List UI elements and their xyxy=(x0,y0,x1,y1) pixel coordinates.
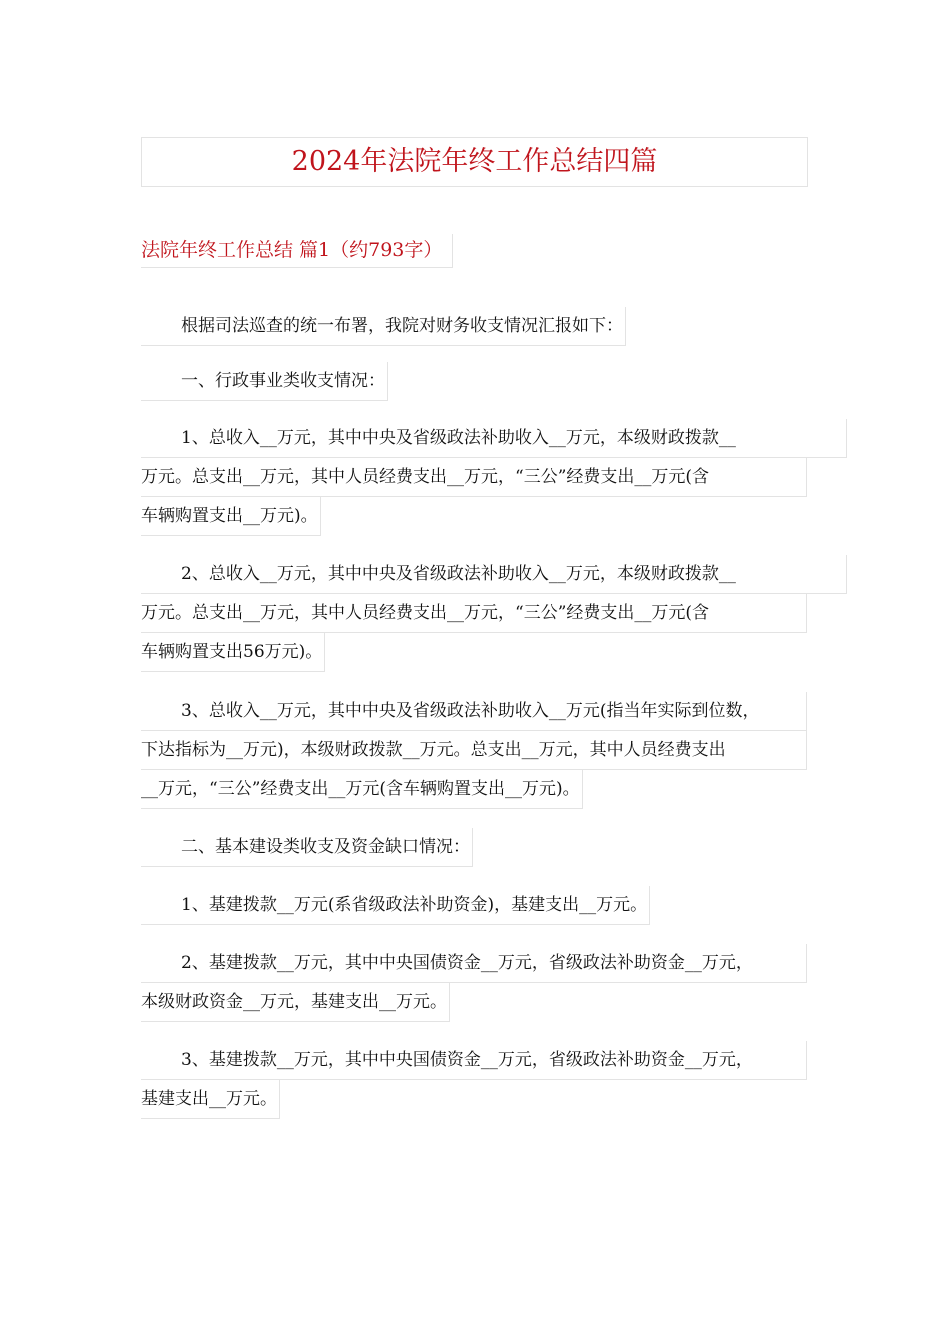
paragraph-line: 1、总收入__万元，其中中央及省级政法补助收入__万元，本级财政拨款__ xyxy=(141,419,847,458)
paragraph-line: 基建支出__万元。 xyxy=(141,1080,280,1119)
paragraph-line: 车辆购置支出56万元)。 xyxy=(141,633,325,672)
paragraph xyxy=(141,419,847,536)
paragraph-line: 3、总收入__万元，其中中央及省级政法补助收入__万元(指当年实际到位数， xyxy=(141,692,807,731)
paragraph-line: __万元，“三公”经费支出__万元(含车辆购置支出__万元)。 xyxy=(141,770,583,809)
paragraph-line: 一、行政事业类收支情况： xyxy=(141,362,388,401)
paragraph-line: 2、总收入__万元，其中中央及省级政法补助收入__万元，本级财政拨款__ xyxy=(141,555,847,594)
paragraph xyxy=(141,692,807,809)
section-heading xyxy=(141,362,388,401)
paragraph-line: 3、基建拨款__万元，其中中央国债资金__万元，省级政法补助资金__万元， xyxy=(141,1041,807,1080)
paragraph-line: 下达指标为__万元)，本级财政拨款__万元。总支出__万元，其中人员经费支出 xyxy=(141,731,807,770)
section-title: 法院年终工作总结 篇1（约793字） xyxy=(141,234,453,268)
paragraph-line: 本级财政资金__万元，基建支出__万元。 xyxy=(141,983,450,1022)
paragraph-line: 2、基建拨款__万元，其中中央国债资金__万元，省级政法补助资金__万元， xyxy=(141,944,807,983)
paragraph-line: 万元。总支出__万元，其中人员经费支出__万元，“三公”经费支出__万元(含 xyxy=(141,458,807,497)
paragraph xyxy=(141,1041,807,1119)
title-box xyxy=(141,137,808,187)
paragraph xyxy=(141,555,847,672)
section-heading xyxy=(141,828,473,867)
paragraph-line: 根据司法巡查的统一布署，我院对财务收支情况汇报如下： xyxy=(141,307,626,346)
document-title: 2024年法院年终工作总结四篇 xyxy=(291,146,658,177)
paragraph xyxy=(141,886,650,925)
paragraph xyxy=(141,944,807,1022)
paragraph-line: 1、基建拨款__万元(系省级政法补助资金)，基建支出__万元。 xyxy=(141,886,650,925)
paragraph xyxy=(141,307,626,346)
paragraph-line: 万元。总支出__万元，其中人员经费支出__万元，“三公”经费支出__万元(含 xyxy=(141,594,807,633)
paragraph-line: 车辆购置支出__万元)。 xyxy=(141,497,321,536)
paragraph-line: 二、基本建设类收支及资金缺口情况： xyxy=(141,828,473,867)
